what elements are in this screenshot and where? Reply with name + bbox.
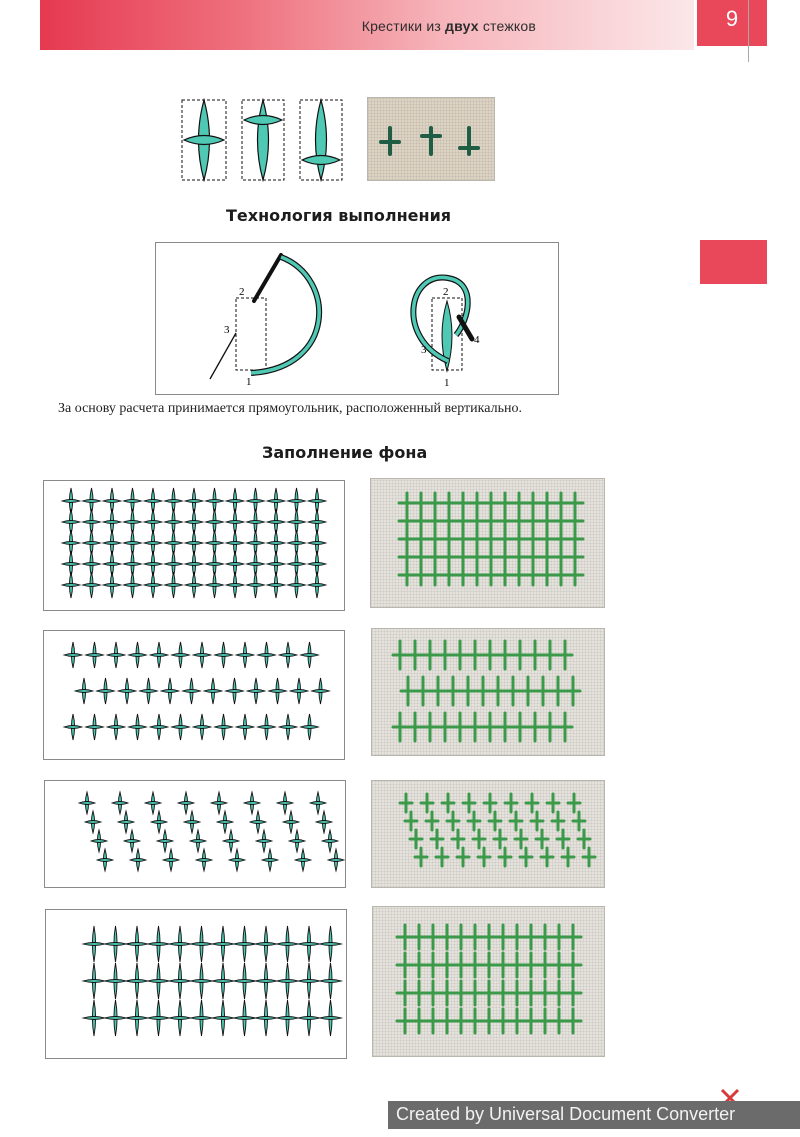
stitch bbox=[126, 943, 148, 946]
stitch bbox=[129, 654, 147, 657]
stitch bbox=[130, 859, 146, 862]
stitch bbox=[258, 726, 276, 729]
stitch bbox=[83, 500, 101, 503]
stitch-horizontal bbox=[184, 136, 224, 145]
stitch bbox=[215, 654, 233, 657]
stitch bbox=[191, 980, 213, 983]
stitch bbox=[229, 859, 245, 862]
page-number: 9 bbox=[725, 6, 739, 31]
point-label: 2 bbox=[443, 286, 449, 298]
stitch bbox=[144, 542, 162, 545]
stitch bbox=[308, 500, 326, 503]
stitch bbox=[172, 654, 190, 657]
stitch bbox=[247, 690, 265, 693]
stitch bbox=[298, 1017, 320, 1020]
stitch bbox=[283, 821, 299, 824]
stitch bbox=[320, 943, 342, 946]
stitch bbox=[103, 500, 121, 503]
stitch bbox=[298, 980, 320, 983]
stitch bbox=[211, 802, 227, 805]
stitch bbox=[75, 690, 93, 693]
stitch bbox=[234, 980, 256, 983]
pattern-photo-4 bbox=[372, 906, 605, 1057]
point-label: 1 bbox=[246, 376, 252, 388]
pattern-photo-1 bbox=[370, 478, 605, 608]
stitch bbox=[97, 859, 113, 862]
stitch bbox=[277, 1017, 299, 1020]
stitch bbox=[107, 726, 125, 729]
stitch bbox=[191, 943, 213, 946]
stitch bbox=[103, 542, 121, 545]
stitch bbox=[256, 840, 272, 843]
stitch bbox=[165, 521, 183, 524]
stitch bbox=[212, 980, 234, 983]
stitch-horizontal bbox=[302, 156, 340, 165]
stitch bbox=[267, 500, 285, 503]
stitch bbox=[124, 584, 142, 587]
stitch bbox=[255, 1017, 277, 1020]
header-title-part: стежков bbox=[478, 18, 536, 34]
stitch bbox=[247, 563, 265, 566]
stitch bbox=[255, 980, 277, 983]
stitch bbox=[157, 840, 173, 843]
stitch bbox=[62, 521, 80, 524]
pattern-photo-2 bbox=[371, 628, 605, 756]
stitch bbox=[86, 654, 104, 657]
stitch bbox=[298, 943, 320, 946]
stitch bbox=[64, 654, 82, 657]
point-label: 1 bbox=[444, 377, 450, 389]
stitch bbox=[103, 584, 121, 587]
stitch bbox=[172, 726, 190, 729]
stitch bbox=[247, 521, 265, 524]
stitch bbox=[126, 980, 148, 983]
stitch bbox=[105, 943, 127, 946]
caption: За основу расчета принимается прямоугольник, расположенный вертикально. bbox=[58, 401, 522, 416]
stitch bbox=[184, 821, 200, 824]
stitch bbox=[103, 521, 121, 524]
stitch bbox=[308, 584, 326, 587]
stitch bbox=[269, 690, 287, 693]
stitch bbox=[262, 859, 278, 862]
stitch bbox=[124, 521, 142, 524]
page-number-box bbox=[697, 0, 767, 46]
stitch bbox=[124, 500, 142, 503]
stitch bbox=[193, 726, 211, 729]
stitch bbox=[118, 690, 136, 693]
pattern-photo-3 bbox=[371, 780, 605, 888]
stitch bbox=[255, 943, 277, 946]
stitch bbox=[169, 1017, 191, 1020]
pattern-panel-2 bbox=[43, 630, 345, 760]
stitch bbox=[206, 500, 224, 503]
stitch bbox=[206, 521, 224, 524]
stitch bbox=[226, 521, 244, 524]
stitch bbox=[217, 821, 233, 824]
stitch bbox=[62, 563, 80, 566]
stitch bbox=[62, 542, 80, 545]
stitch bbox=[267, 542, 285, 545]
stitch bbox=[289, 840, 305, 843]
stitch bbox=[185, 584, 203, 587]
stitch bbox=[247, 584, 265, 587]
stitch-variants bbox=[178, 96, 346, 182]
stitch bbox=[144, 500, 162, 503]
stitch bbox=[145, 802, 161, 805]
stitch bbox=[83, 1017, 105, 1020]
stitch bbox=[83, 584, 101, 587]
stitch bbox=[144, 521, 162, 524]
stitch bbox=[328, 859, 344, 862]
pattern-panel-4 bbox=[45, 909, 347, 1059]
stitch bbox=[267, 584, 285, 587]
watermark-banner bbox=[388, 1101, 800, 1129]
stitch bbox=[290, 690, 308, 693]
stitch bbox=[185, 563, 203, 566]
stitch bbox=[124, 542, 142, 545]
stitch bbox=[62, 500, 80, 503]
stitch bbox=[185, 542, 203, 545]
stitch bbox=[196, 859, 212, 862]
stitch bbox=[105, 1017, 127, 1020]
stitch bbox=[204, 690, 222, 693]
stitch bbox=[258, 654, 276, 657]
stitch bbox=[161, 690, 179, 693]
stitch bbox=[103, 563, 121, 566]
stitch bbox=[118, 821, 134, 824]
stitch bbox=[320, 980, 342, 983]
stitch bbox=[83, 980, 105, 983]
stitch bbox=[183, 690, 201, 693]
stitch bbox=[144, 563, 162, 566]
stitch bbox=[277, 980, 299, 983]
stitch bbox=[86, 726, 104, 729]
stitch bbox=[91, 840, 107, 843]
stitch bbox=[234, 943, 256, 946]
stitch bbox=[206, 563, 224, 566]
stitch bbox=[277, 802, 293, 805]
stitch bbox=[112, 802, 128, 805]
stitch bbox=[301, 654, 319, 657]
stitch bbox=[267, 563, 285, 566]
stitch-vertical bbox=[316, 100, 327, 180]
stitch bbox=[236, 654, 254, 657]
page-edge-line bbox=[748, 0, 749, 62]
stitch bbox=[151, 821, 167, 824]
stitch bbox=[279, 654, 297, 657]
pattern-panel-1 bbox=[43, 480, 345, 611]
stitch bbox=[288, 521, 306, 524]
stitch bbox=[308, 542, 326, 545]
point-label: 4 bbox=[474, 334, 480, 346]
stitch bbox=[288, 563, 306, 566]
stitch bbox=[226, 500, 244, 503]
stitch bbox=[226, 563, 244, 566]
stitch bbox=[212, 1017, 234, 1020]
background-title: Заполнение фона bbox=[262, 443, 428, 462]
stitch bbox=[83, 521, 101, 524]
stitch bbox=[185, 500, 203, 503]
stitch bbox=[316, 821, 332, 824]
header-title bbox=[362, 18, 536, 34]
stitch bbox=[64, 726, 82, 729]
stitch bbox=[212, 943, 234, 946]
stitch bbox=[244, 802, 260, 805]
stitch bbox=[190, 840, 206, 843]
stitch bbox=[140, 690, 158, 693]
stitch bbox=[320, 1017, 342, 1020]
stitch bbox=[277, 943, 299, 946]
stitch bbox=[223, 840, 239, 843]
stitch bbox=[288, 542, 306, 545]
stitch bbox=[185, 521, 203, 524]
stitch bbox=[165, 584, 183, 587]
stitch bbox=[206, 542, 224, 545]
header-band bbox=[40, 0, 694, 50]
stitch-vertical bbox=[258, 100, 269, 180]
point-label: 3 bbox=[224, 324, 230, 336]
stitch bbox=[215, 726, 233, 729]
stitch bbox=[163, 859, 179, 862]
side-tab bbox=[700, 240, 767, 284]
stitch bbox=[288, 584, 306, 587]
stitch bbox=[79, 802, 95, 805]
stitch bbox=[236, 726, 254, 729]
stitch bbox=[148, 943, 170, 946]
stitch bbox=[169, 943, 191, 946]
watermark-text: Created by Universal Document Converter bbox=[396, 1104, 736, 1124]
stitch bbox=[247, 542, 265, 545]
stitch bbox=[144, 584, 162, 587]
stitch bbox=[105, 980, 127, 983]
stitch bbox=[226, 584, 244, 587]
stitch bbox=[107, 654, 125, 657]
stitch bbox=[226, 542, 244, 545]
stitch bbox=[312, 690, 330, 693]
stitch bbox=[279, 726, 297, 729]
stitch bbox=[62, 584, 80, 587]
pattern-panel-3 bbox=[44, 780, 346, 888]
stitch bbox=[310, 802, 326, 805]
stitch bbox=[250, 821, 266, 824]
stitch bbox=[150, 654, 168, 657]
stitch bbox=[226, 690, 244, 693]
stitch bbox=[148, 1017, 170, 1020]
technique-title: Технология выполнения bbox=[226, 206, 452, 225]
stitch bbox=[322, 840, 338, 843]
stitch bbox=[288, 500, 306, 503]
header-title-part: Крестики из bbox=[361, 18, 446, 34]
stitch bbox=[193, 654, 211, 657]
stitch bbox=[165, 563, 183, 566]
stitch bbox=[165, 500, 183, 503]
point-label: 2 bbox=[239, 286, 245, 298]
stitch-variants-photo bbox=[367, 97, 495, 181]
stitch bbox=[191, 1017, 213, 1020]
stitch bbox=[97, 690, 115, 693]
stitch bbox=[178, 802, 194, 805]
stitch bbox=[126, 1017, 148, 1020]
stitch bbox=[124, 840, 140, 843]
technique-diagram bbox=[155, 242, 559, 395]
stitch bbox=[83, 542, 101, 545]
stitch bbox=[165, 542, 183, 545]
stitch bbox=[301, 726, 319, 729]
stitch-horizontal bbox=[244, 116, 282, 125]
stitch bbox=[308, 563, 326, 566]
stitch bbox=[169, 980, 191, 983]
stitch bbox=[206, 584, 224, 587]
stitch bbox=[124, 563, 142, 566]
stitch bbox=[234, 1017, 256, 1020]
stitch bbox=[247, 500, 265, 503]
stitch bbox=[308, 521, 326, 524]
stitch bbox=[148, 980, 170, 983]
stitch bbox=[85, 821, 101, 824]
stitch bbox=[83, 943, 105, 946]
point-label: 3 bbox=[421, 344, 427, 356]
header-title-bold: двух bbox=[445, 18, 479, 34]
stitch bbox=[295, 859, 311, 862]
stitch bbox=[83, 563, 101, 566]
stitch bbox=[150, 726, 168, 729]
stitch bbox=[129, 726, 147, 729]
stitch bbox=[267, 521, 285, 524]
